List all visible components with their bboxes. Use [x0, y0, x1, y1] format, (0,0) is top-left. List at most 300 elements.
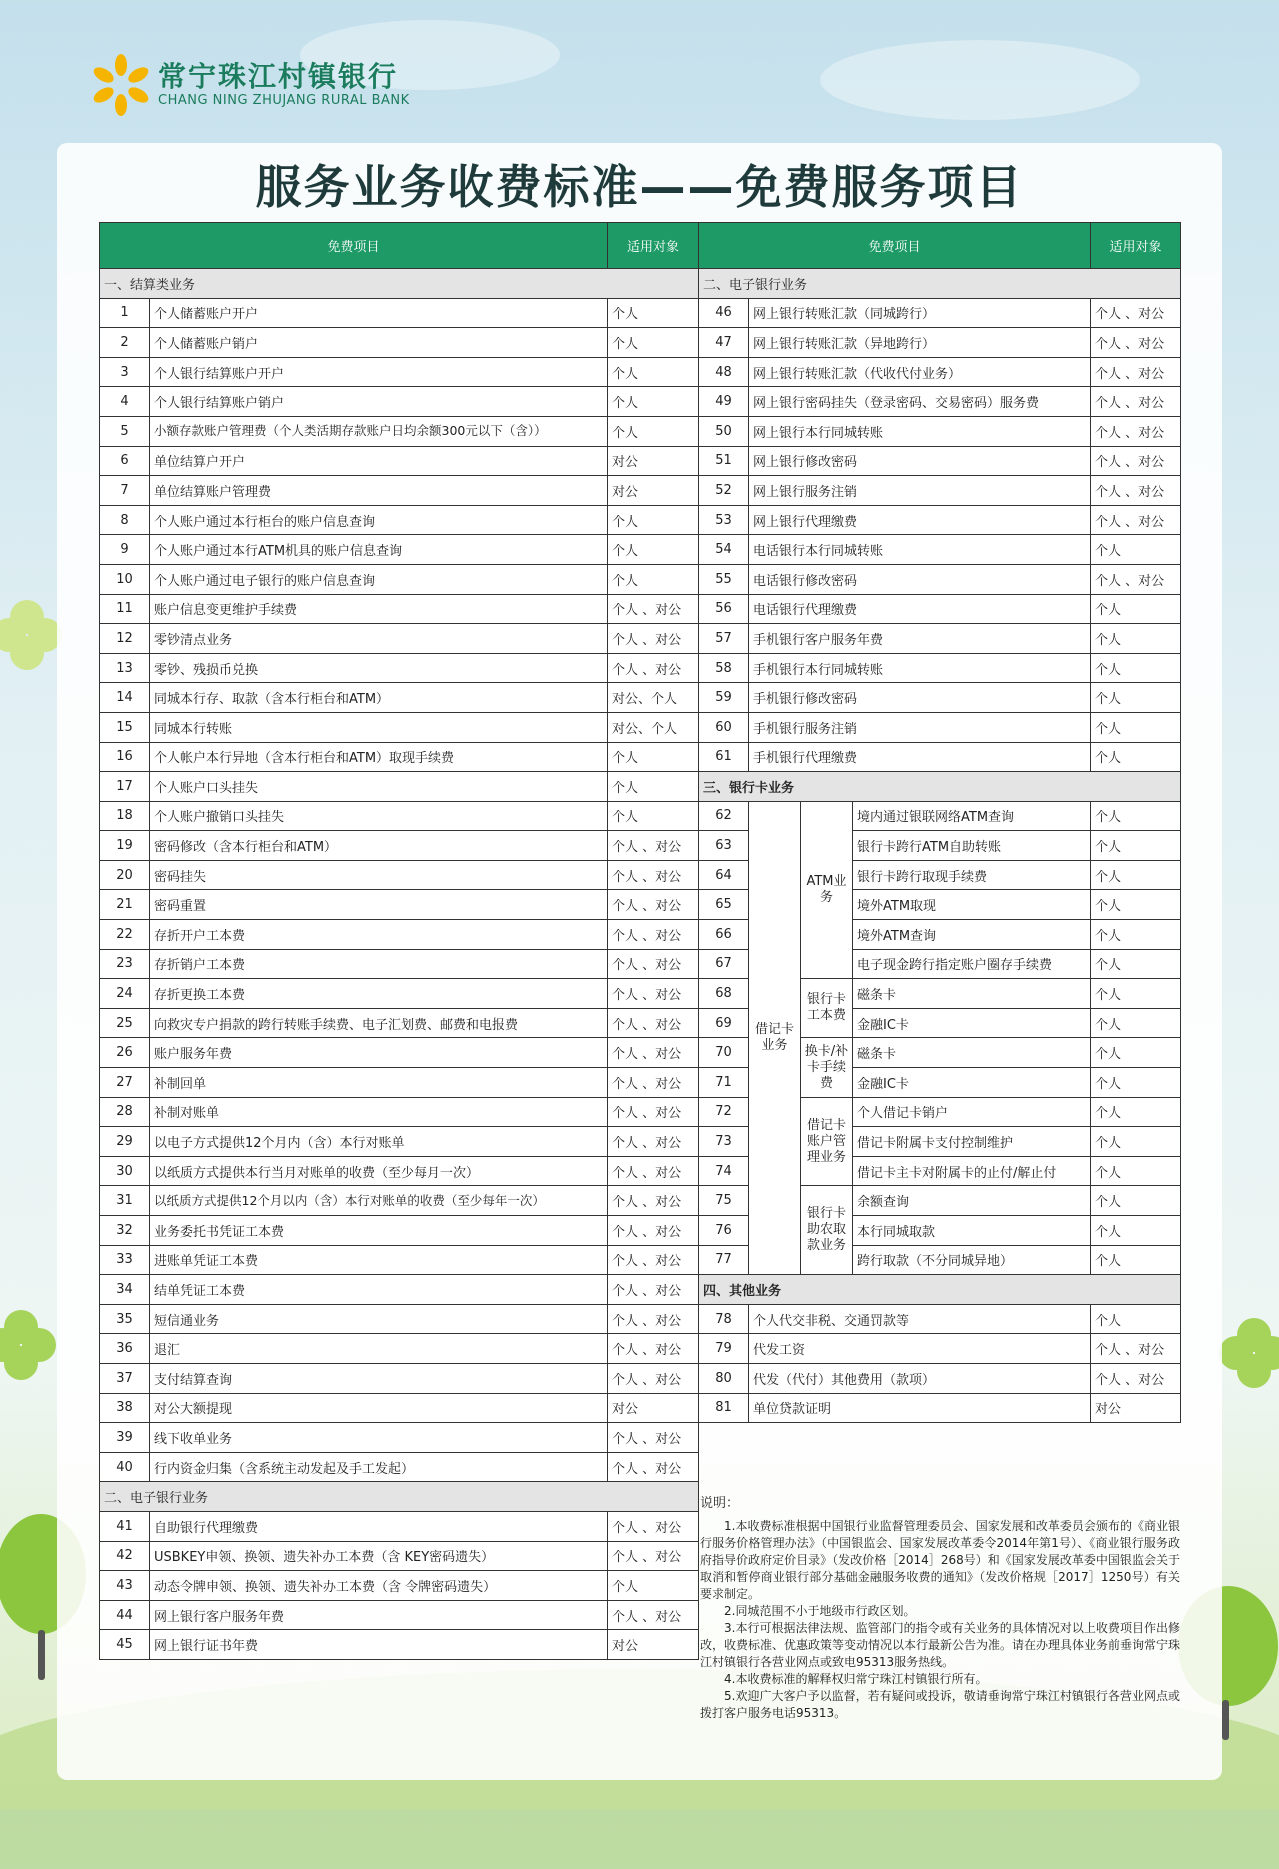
row-item: 网上银行服务注销 [749, 476, 1091, 506]
row-item: 个人账户撤销口头挂失 [150, 801, 608, 831]
row-item: 金融IC卡 [853, 1068, 1091, 1098]
row-number: 13 [100, 653, 150, 683]
bank-name-en: CHANG NING ZHUJANG RURAL BANK [158, 93, 410, 108]
row-item: 银行卡跨行ATM自助转账 [853, 831, 1091, 861]
table-row [699, 446, 1181, 476]
row-target: 个人 、对公 [608, 624, 699, 654]
table-row [699, 476, 1181, 506]
row-target: 个人 [608, 387, 699, 417]
row-number: 81 [699, 1393, 749, 1423]
table-row [699, 594, 1181, 624]
row-target: 个人 、对公 [608, 1541, 699, 1571]
group-label: 银行卡工本费 [801, 979, 853, 1038]
row-number: 7 [100, 476, 150, 506]
group-label: 换卡/补卡手续费 [801, 1038, 853, 1097]
row-item: 余额查询 [853, 1186, 1091, 1216]
row-item: 银行卡跨行取现手续费 [853, 860, 1091, 890]
cloud-decoration [820, 40, 1140, 120]
row-target: 个人 [1091, 742, 1181, 772]
group-label: 银行卡助农取款业务 [801, 1186, 853, 1275]
row-number: 63 [699, 831, 749, 861]
table-row [100, 1127, 699, 1157]
row-item: 个人代交非税、交通罚款等 [749, 1304, 1091, 1334]
table-row [100, 1511, 699, 1541]
tree-trunk-decoration [38, 1630, 45, 1680]
row-item: 密码挂失 [150, 860, 608, 890]
row-item: 磁条卡 [853, 979, 1091, 1009]
table-row [100, 624, 699, 654]
row-item: 对公大额提现 [150, 1393, 608, 1423]
table-row [100, 446, 699, 476]
row-target: 个人 [608, 298, 699, 328]
table-row [699, 624, 1181, 654]
row-number: 9 [100, 535, 150, 565]
row-target: 个人 、对公 [608, 1216, 699, 1246]
row-item: 零钞清点业务 [150, 624, 608, 654]
table-row [699, 1393, 1181, 1423]
table-row [100, 831, 699, 861]
row-item: 跨行取款（不分同城异地） [853, 1245, 1091, 1275]
table-row [100, 1363, 699, 1393]
row-number: 45 [100, 1630, 150, 1660]
row-number: 46 [699, 298, 749, 328]
table-row [100, 1245, 699, 1275]
group-label: ATM业务 [801, 801, 853, 979]
row-target: 个人 、对公 [608, 1511, 699, 1541]
row-number: 15 [100, 712, 150, 742]
row-target: 个人 、对公 [608, 1038, 699, 1068]
table-row [699, 535, 1181, 565]
row-item: 本行同城取款 [853, 1216, 1091, 1246]
row-item: 网上银行转账汇款（异地跨行） [749, 328, 1091, 358]
row-target: 个人 [1091, 920, 1181, 950]
row-target: 个人 [608, 505, 699, 535]
row-item: 代发（代付）其他费用（款项） [749, 1363, 1091, 1393]
table-row [100, 890, 699, 920]
row-number: 67 [699, 949, 749, 979]
row-target: 个人 、对公 [608, 1452, 699, 1482]
row-number: 40 [100, 1452, 150, 1482]
row-item: 境外ATM查询 [853, 920, 1091, 950]
table-row [699, 653, 1181, 683]
row-item: 个人储蓄账户开户 [150, 298, 608, 328]
row-item: 同城本行存、取款（含本行柜台和ATM） [150, 683, 608, 713]
row-target: 个人 、对公 [1091, 476, 1181, 506]
row-item: 单位贷款证明 [749, 1393, 1091, 1423]
row-item: 单位结算账户管理费 [150, 476, 608, 506]
table-row [100, 1216, 699, 1246]
row-number: 4 [100, 387, 150, 417]
row-number: 76 [699, 1216, 749, 1246]
row-number: 59 [699, 683, 749, 713]
row-number: 36 [100, 1334, 150, 1364]
row-target: 个人 [608, 801, 699, 831]
row-number: 69 [699, 1008, 749, 1038]
table-row [699, 387, 1181, 417]
row-item: 手机银行修改密码 [749, 683, 1091, 713]
row-target: 个人 、对公 [608, 1097, 699, 1127]
section-label: 二、电子银行业务 [100, 1482, 699, 1512]
row-item: 自助银行代理缴费 [150, 1511, 608, 1541]
row-number: 66 [699, 920, 749, 950]
table-row [699, 298, 1181, 328]
row-item: 电子现金跨行指定账户圈存手续费 [853, 949, 1091, 979]
row-number: 22 [100, 920, 150, 950]
row-number: 29 [100, 1127, 150, 1157]
row-target: 个人 [1091, 535, 1181, 565]
row-target: 对公、个人 [608, 683, 699, 713]
row-number: 61 [699, 742, 749, 772]
row-item: 支付结算查询 [150, 1363, 608, 1393]
row-number: 70 [699, 1038, 749, 1068]
table-row [100, 416, 699, 446]
table-row [100, 742, 699, 772]
row-number: 38 [100, 1393, 150, 1423]
row-number: 65 [699, 890, 749, 920]
row-target: 个人 、对公 [608, 1423, 699, 1453]
clover-decoration [0, 1310, 56, 1380]
table-row [100, 772, 699, 802]
table-row [100, 505, 699, 535]
row-number: 24 [100, 979, 150, 1009]
row-item: 向救灾专户捐款的跨行转账手续费、电子汇划费、邮费和电报费 [150, 1008, 608, 1038]
table-row [699, 357, 1181, 387]
row-item: 账户信息变更维护手续费 [150, 594, 608, 624]
row-number: 18 [100, 801, 150, 831]
row-number: 44 [100, 1600, 150, 1630]
row-number: 21 [100, 890, 150, 920]
row-number: 12 [100, 624, 150, 654]
note-item: 2.同城范围不小于地级市行政区划。 [724, 1604, 916, 1618]
col-header-target: 适用对象 [1091, 223, 1181, 269]
row-target: 个人 [608, 328, 699, 358]
row-target: 个人 [1091, 949, 1181, 979]
row-target: 个人 [1091, 594, 1181, 624]
row-number: 57 [699, 624, 749, 654]
row-target: 个人 、对公 [608, 949, 699, 979]
table-row [100, 594, 699, 624]
row-target: 个人 [1091, 712, 1181, 742]
row-number: 52 [699, 476, 749, 506]
row-number: 30 [100, 1156, 150, 1186]
table-row [100, 1571, 699, 1601]
table-row [699, 505, 1181, 535]
row-number: 5 [100, 416, 150, 446]
row-target: 个人 [608, 1571, 699, 1601]
row-number: 73 [699, 1127, 749, 1157]
row-target: 个人 、对公 [608, 1245, 699, 1275]
row-number: 53 [699, 505, 749, 535]
row-target: 个人 [608, 357, 699, 387]
table-row [100, 1630, 699, 1660]
table-row [699, 1304, 1181, 1334]
row-number: 75 [699, 1186, 749, 1216]
table-row [100, 1068, 699, 1098]
row-number: 2 [100, 328, 150, 358]
row-target: 个人 [1091, 1038, 1181, 1068]
bank-logo-icon [98, 50, 144, 120]
row-target: 个人 [1091, 624, 1181, 654]
row-number: 77 [699, 1245, 749, 1275]
row-number: 78 [699, 1304, 749, 1334]
row-item: 金融IC卡 [853, 1008, 1091, 1038]
row-item: 电话银行修改密码 [749, 564, 1091, 594]
row-target: 个人 、对公 [608, 1008, 699, 1038]
row-item: 手机银行服务注销 [749, 712, 1091, 742]
section-label: 三、银行卡业务 [699, 772, 1181, 802]
row-number: 26 [100, 1038, 150, 1068]
table-row [699, 683, 1181, 713]
row-item: 个人账户口头挂失 [150, 772, 608, 802]
section-header [699, 772, 1181, 802]
row-target: 个人 、对公 [608, 890, 699, 920]
row-target: 个人 、对公 [608, 1156, 699, 1186]
row-target: 个人 [1091, 1156, 1181, 1186]
row-target: 个人 [1091, 831, 1181, 861]
row-target: 个人 [1091, 1304, 1181, 1334]
row-number: 47 [699, 328, 749, 358]
row-number: 32 [100, 1216, 150, 1246]
row-target: 个人 [1091, 1097, 1181, 1127]
notes-title: 说明： [700, 1496, 740, 1511]
row-target: 个人 、对公 [608, 1600, 699, 1630]
col-header-item: 免费项目 [699, 223, 1091, 269]
row-target: 个人 [1091, 1127, 1181, 1157]
table-row [100, 298, 699, 328]
table-row [100, 653, 699, 683]
row-item: 代发工资 [749, 1334, 1091, 1364]
row-item: 网上银行代理缴费 [749, 505, 1091, 535]
row-target: 个人 [608, 416, 699, 446]
section-header [100, 269, 699, 299]
table-row [699, 1363, 1181, 1393]
row-target: 个人 、对公 [1091, 357, 1181, 387]
row-item: 零钞、残损币兑换 [150, 653, 608, 683]
row-target: 个人 、对公 [608, 1186, 699, 1216]
row-target: 个人 [1091, 1216, 1181, 1246]
category-label: 借记卡业务 [749, 801, 801, 1275]
row-item: 存折销户工本费 [150, 949, 608, 979]
row-item: 磁条卡 [853, 1038, 1091, 1068]
row-target: 个人 、对公 [608, 860, 699, 890]
row-number: 34 [100, 1275, 150, 1305]
table-row [100, 979, 699, 1009]
table-row [100, 1008, 699, 1038]
row-number: 16 [100, 742, 150, 772]
table-row [699, 801, 1181, 831]
row-target: 对公 [608, 446, 699, 476]
section-label: 四、其他业务 [699, 1275, 1181, 1305]
row-target: 个人 [608, 742, 699, 772]
row-number: 23 [100, 949, 150, 979]
row-target: 个人 、对公 [1091, 1334, 1181, 1364]
row-target: 个人 、对公 [1091, 505, 1181, 535]
row-item: 借记卡附属卡支付控制维护 [853, 1127, 1091, 1157]
row-number: 14 [100, 683, 150, 713]
row-target: 个人 、对公 [1091, 446, 1181, 476]
row-target: 个人 、对公 [608, 1363, 699, 1393]
row-number: 27 [100, 1068, 150, 1098]
row-item: 网上银行客户服务年费 [150, 1600, 608, 1630]
row-item: 个人银行结算账户销户 [150, 387, 608, 417]
table-row [100, 1541, 699, 1571]
row-target: 个人 [1091, 860, 1181, 890]
table-row [100, 1097, 699, 1127]
row-number: 49 [699, 387, 749, 417]
row-number: 50 [699, 416, 749, 446]
table-row [100, 1600, 699, 1630]
row-item: 补制对账单 [150, 1097, 608, 1127]
table-row [100, 712, 699, 742]
row-target: 个人 [1091, 979, 1181, 1009]
table-row [100, 1452, 699, 1482]
table-row [699, 328, 1181, 358]
row-item: 进账单凭证工本费 [150, 1245, 608, 1275]
table-row [100, 920, 699, 950]
row-number: 71 [699, 1068, 749, 1098]
table-row [100, 860, 699, 890]
row-number: 58 [699, 653, 749, 683]
row-number: 64 [699, 860, 749, 890]
table-row [699, 742, 1181, 772]
table-row [100, 801, 699, 831]
right-fee-table [698, 222, 1181, 1423]
note-item: 4.本收费标准的解释权归常宁珠江村镇银行所有。 [724, 1672, 988, 1686]
row-number: 31 [100, 1186, 150, 1216]
row-item: USBKEY申领、换领、遗失补办工本费（含 KEY密码遗失） [150, 1541, 608, 1571]
row-number: 60 [699, 712, 749, 742]
row-item: 网上银行证书年费 [150, 1630, 608, 1660]
table-row [100, 476, 699, 506]
row-number: 17 [100, 772, 150, 802]
row-item: 个人账户通过本行柜台的账户信息查询 [150, 505, 608, 535]
row-item: 个人账户通过电子银行的账户信息查询 [150, 564, 608, 594]
row-target: 个人 [1091, 1008, 1181, 1038]
row-item: 行内资金归集（含系统主动发起及手工发起） [150, 1452, 608, 1482]
row-item: 账户服务年费 [150, 1038, 608, 1068]
row-item: 小额存款账户管理费（个人类活期存款账户日均余额300元以下（含）） [150, 416, 608, 446]
row-number: 56 [699, 594, 749, 624]
row-number: 42 [100, 1541, 150, 1571]
left-fee-table [99, 222, 699, 1660]
table-row [100, 1156, 699, 1186]
row-target: 个人 、对公 [1091, 564, 1181, 594]
tree-trunk-decoration [1222, 1700, 1229, 1740]
section-header [699, 1275, 1181, 1305]
row-target: 对公、个人 [608, 712, 699, 742]
bank-name-cn: 常宁珠江村镇银行 [158, 60, 399, 93]
table-row [100, 564, 699, 594]
row-item: 电话银行代理缴费 [749, 594, 1091, 624]
row-number: 33 [100, 1245, 150, 1275]
row-target: 个人 、对公 [1091, 416, 1181, 446]
page-title: 服务业务收费标准——免费服务项目 [255, 160, 1024, 214]
row-target: 个人 、对公 [608, 594, 699, 624]
row-target: 个人 、对公 [1091, 1363, 1181, 1393]
table-row [100, 535, 699, 565]
table-row [699, 416, 1181, 446]
row-number: 62 [699, 801, 749, 831]
row-target: 个人 、对公 [608, 653, 699, 683]
table-row [100, 1186, 699, 1216]
row-target: 个人 、对公 [1091, 298, 1181, 328]
row-number: 72 [699, 1097, 749, 1127]
row-item: 境内通过银联网络ATM查询 [853, 801, 1091, 831]
row-target: 对公 [608, 1393, 699, 1423]
row-target: 个人 [608, 564, 699, 594]
row-item: 境外ATM取现 [853, 890, 1091, 920]
row-item: 线下收单业务 [150, 1423, 608, 1453]
row-item: 存折更换工本费 [150, 979, 608, 1009]
row-target: 个人 [1091, 653, 1181, 683]
row-item: 手机银行本行同城转账 [749, 653, 1091, 683]
row-number: 48 [699, 357, 749, 387]
row-target: 个人 [1091, 683, 1181, 713]
row-item: 网上银行转账汇款（代收代付业务） [749, 357, 1091, 387]
row-number: 3 [100, 357, 150, 387]
row-number: 1 [100, 298, 150, 328]
row-target: 个人 [608, 535, 699, 565]
row-number: 43 [100, 1571, 150, 1601]
row-number: 19 [100, 831, 150, 861]
row-number: 25 [100, 1008, 150, 1038]
row-target: 个人 、对公 [608, 1275, 699, 1305]
table-row [100, 1423, 699, 1453]
row-item: 手机银行客户服务年费 [749, 624, 1091, 654]
row-item: 个人借记卡销户 [853, 1097, 1091, 1127]
row-item: 个人银行结算账户开户 [150, 357, 608, 387]
row-item: 单位结算户开户 [150, 446, 608, 476]
row-target: 个人 、对公 [608, 1068, 699, 1098]
row-item: 同城本行转账 [150, 712, 608, 742]
row-target: 个人 、对公 [1091, 387, 1181, 417]
row-number: 41 [100, 1511, 150, 1541]
row-item: 短信通业务 [150, 1304, 608, 1334]
row-item: 借记卡主卡对附属卡的止付/解止付 [853, 1156, 1091, 1186]
clover-decoration [1219, 1318, 1279, 1388]
row-number: 10 [100, 564, 150, 594]
row-number: 79 [699, 1334, 749, 1364]
row-number: 68 [699, 979, 749, 1009]
section-label: 一、结算类业务 [100, 269, 699, 299]
row-target: 个人 、对公 [608, 979, 699, 1009]
group-label: 借记卡账户管理业务 [801, 1097, 853, 1186]
table-row [699, 712, 1181, 742]
row-target: 个人 [1091, 1245, 1181, 1275]
table-row [699, 1334, 1181, 1364]
row-number: 39 [100, 1423, 150, 1453]
row-item: 业务委托书凭证工本费 [150, 1216, 608, 1246]
row-number: 55 [699, 564, 749, 594]
note-item: 3.本行可根据法律法规、监管部门的指令或有关业务的具体情况对以上收费项目作出修改，收费标准、优惠政策等变动情况以本行最新公告为准。请在办理具体业务前垂询常宁珠江村镇银行各营业网点或致电95313服务热线。 [700, 1621, 1181, 1669]
row-number: 35 [100, 1304, 150, 1334]
section-label: 二、电子银行业务 [699, 269, 1181, 299]
row-number: 28 [100, 1097, 150, 1127]
table-row [100, 357, 699, 387]
note-item: 5.欢迎广大客户予以监督，若有疑问或投诉，敬请垂询常宁珠江村镇银行各营业网点或拨打客户服务电话95313。 [700, 1689, 1180, 1720]
table-row [100, 387, 699, 417]
row-number: 37 [100, 1363, 150, 1393]
row-number: 20 [100, 860, 150, 890]
table-row [100, 949, 699, 979]
row-target: 个人 [1091, 1186, 1181, 1216]
table-row [100, 328, 699, 358]
row-number: 74 [699, 1156, 749, 1186]
note-item: 1.本收费标准根据中国银行业监督管理委员会、国家发展和改革委员会颁布的《商业银行服务价格管理办法》（中国银监会、国家发展改革委令2014年第1号）、《商业银行服务政府指导价政府定价目录》（发改价格［2014］268号）和《国家发展改革委中国银监会关于取消和暂停商业银行部分基础金融服务收费的通知》（发改价格规［2017］1250号）有关要求制定。 [700, 1519, 1180, 1601]
row-target: 个人 [1091, 801, 1181, 831]
row-item: 结单凭证工本费 [150, 1275, 608, 1305]
row-item: 补制回单 [150, 1068, 608, 1098]
